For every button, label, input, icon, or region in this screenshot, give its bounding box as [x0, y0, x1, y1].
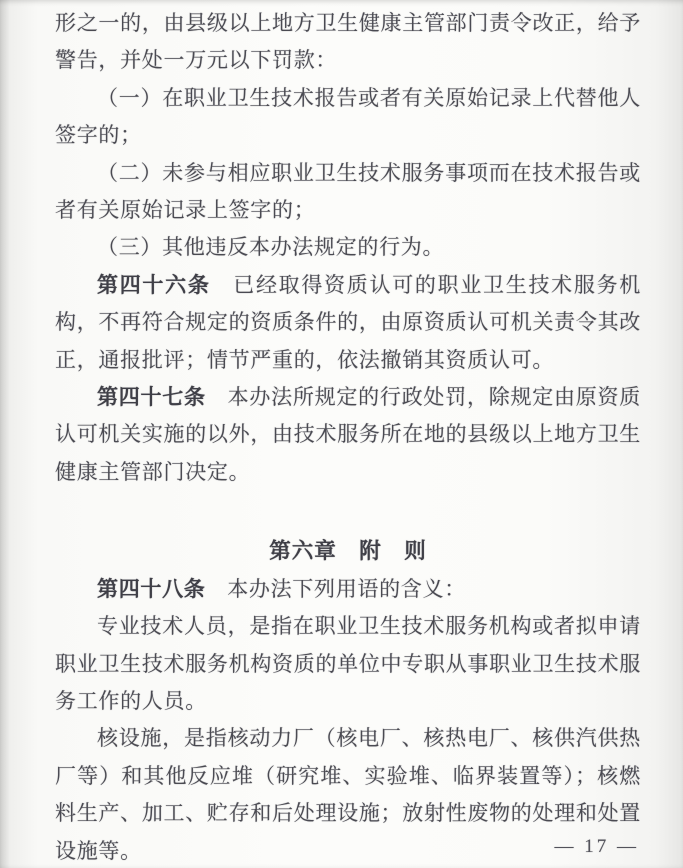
paragraph [55, 155, 641, 230]
paragraph [55, 379, 641, 491]
article-number: 第四十八条 [97, 576, 206, 601]
paragraph [55, 80, 641, 155]
paragraph-text: 专业技术人员，是指在职业卫生技术服务机构或者拟申请职业卫生技术服务机构资质的单位中专职从事职业卫生技术服务工作的人员。 [55, 614, 641, 713]
paragraph [55, 5, 641, 80]
paragraph [55, 267, 641, 379]
paragraph-text: 已经取得资质认可的职业卫生技术服务机构，不再符合规定的资质条件的，由原资质认可机关责令其改正，通报批评；情节严重的，依法撤销其资质认可。 [55, 272, 641, 372]
paragraph [55, 229, 641, 266]
article-number: 第四十七条 [97, 385, 206, 410]
chapter-heading: 第六章 附 则 [269, 539, 427, 564]
paragraph-text: 本办法所规定的行政处罚，除规定由原资质认可机关实施的以外，由技术服务所在地的县级以上地方卫生健康主管部门决定。 [55, 385, 641, 484]
page-number: — 17 — [554, 836, 639, 857]
paragraph-text: （二）未参与相应职业卫生技术服务事项而在技术报告或者有关原始记录上签字的； [55, 160, 641, 223]
paragraph-text: 本办法下列用语的含义： [205, 576, 466, 601]
paragraph-text: 核设施，是指核动力厂（核电厂、核热电厂、核供汽供热厂等）和其他反应堆（研究堆、实验堆、临界装置等）；核燃料生产、加工、贮存和后处理设施；放射性废物的处理和处置设施等。 [55, 726, 641, 863]
paragraph-text: （三）其他违反本办法规定的行为。 [97, 235, 445, 260]
page-content [55, 5, 641, 868]
paragraph [55, 608, 641, 720]
paragraph-text: 形之一的，由县级以上地方卫生健康主管部门责令改正，给予警告，并处一万元以下罚款： [55, 11, 641, 73]
article-number: 第四十六条 [97, 272, 211, 297]
paragraph [55, 571, 641, 608]
paragraph [55, 720, 641, 868]
paragraph-text: （一）在职业卫生技术报告或者有关原始记录上代替他人签字的； [55, 85, 641, 148]
